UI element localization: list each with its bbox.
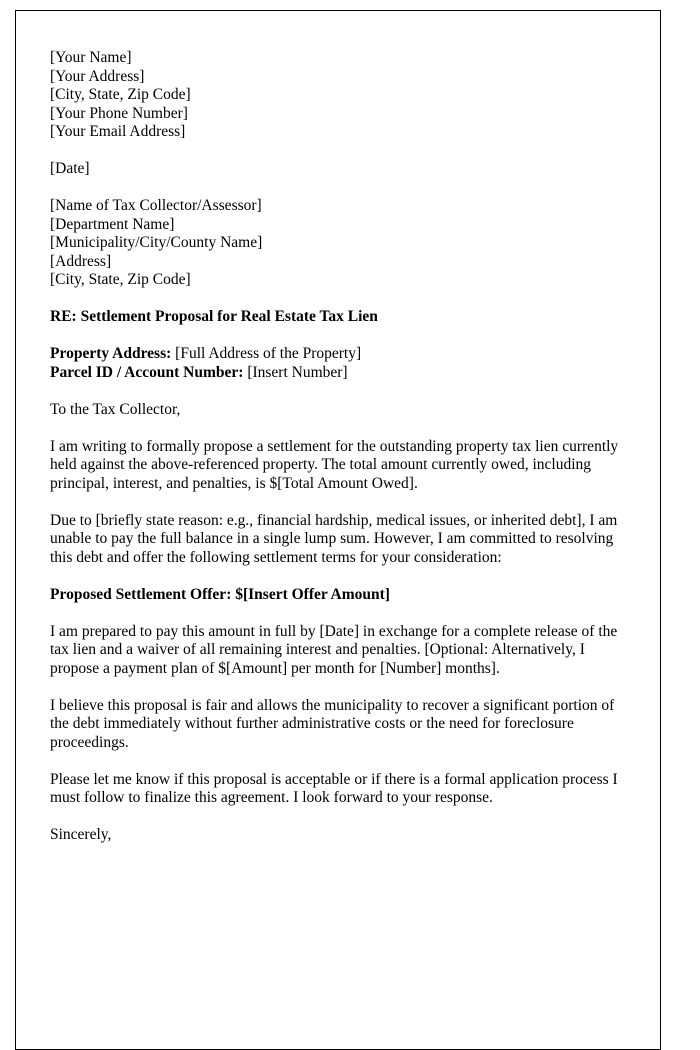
body-paragraph-2: Due to [briefly state reason: e.g., financial hardship, medical issues, or inherited debt], I am unable to pay the full balance in a single lump sum. However, I am committed to resolving this debt and offer the following settlement terms for your consideration: (50, 511, 618, 566)
sender-address: [Your Address] (50, 67, 145, 85)
recipient-department: [Department Name] (50, 215, 175, 233)
body-paragraph-3: I am prepared to pay this amount in full by [Date] in exchange for a complete release of the tax lien and a waiver of all remaining interest and penalties. [Optional: Alternatively, I propose a payment plan of $[Amount] per month for [Number] months]. (50, 622, 618, 677)
sender-email: [Your Email Address] (50, 123, 186, 140)
date-block (50, 160, 632, 179)
recipient-name: [Name of Tax Collector/Assessor] (50, 197, 262, 214)
salutation: To the Tax Collector, (50, 400, 181, 418)
letter-border-frame (15, 10, 661, 1050)
property-details-block (50, 345, 632, 382)
body-paragraph-4: I believe this proposal is fair and allows the municipality to recover a significant portion of the debt immediately without further administrative costs or the need for foreclosure proceedings. (50, 696, 615, 751)
sender-city-state-zip: [City, State, Zip Code] (50, 86, 191, 103)
property-address-line (50, 345, 632, 364)
sender-name: [Your Name] (50, 49, 132, 66)
sender-phone: [Your Phone Number] (50, 104, 188, 122)
property-address-label: Property Address: (50, 345, 172, 362)
sender-block (50, 49, 632, 142)
subject-line: RE: Settlement Proposal for Real Estate Tax Lien (50, 308, 378, 325)
property-address-value: [Full Address of the Property] (175, 345, 362, 362)
recipient-municipality: [Municipality/City/County Name] (50, 234, 263, 251)
parcel-id-line (50, 364, 632, 383)
body-paragraph-5: Please let me know if this proposal is acceptable or if there is a formal application process I must follow to finalize this agreement. I look forward to your response. (50, 770, 618, 806)
parcel-id-label: Parcel ID / Account Number: (50, 363, 244, 381)
closing: Sincerely, (50, 826, 112, 843)
recipient-address: [Address] (50, 252, 112, 270)
recipient-block (50, 197, 632, 290)
letter-date: [Date] (50, 160, 90, 177)
letter-body (16, 11, 660, 903)
proposed-offer-line: Proposed Settlement Offer: $[Insert Offer Amount] (50, 585, 390, 603)
body-paragraph-1: I am writing to formally propose a settlement for the outstanding property tax lien currently held against the above-referenced property. The total amount currently owed, including principal, interest, and penalties, is $[Total Amount Owed]. (50, 437, 619, 492)
recipient-city-state-zip: [City, State, Zip Code] (50, 271, 191, 288)
parcel-id-value: [Insert Number] (247, 363, 348, 381)
